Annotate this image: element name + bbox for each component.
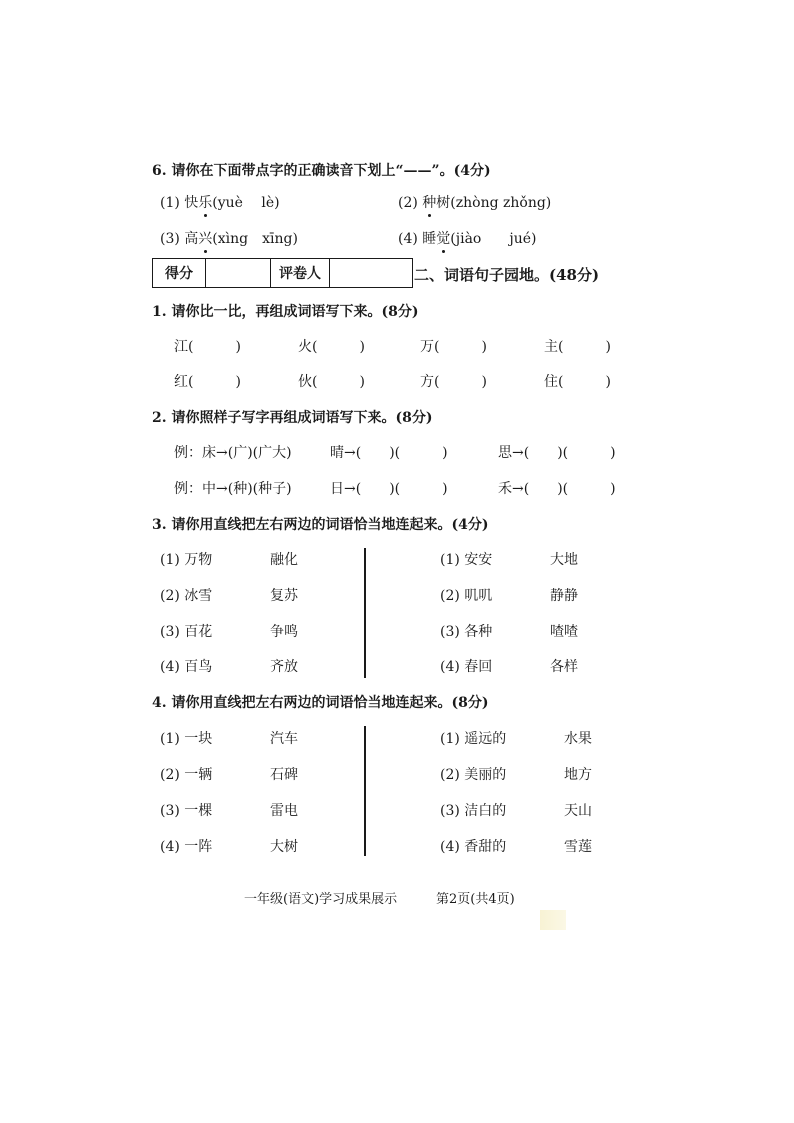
dotted-char: 种	[422, 192, 436, 212]
score-box	[152, 258, 413, 288]
q1-row1-item3[interactable]: 万( )	[420, 339, 487, 355]
q3-right-3[interactable]: (3) 各种	[440, 624, 493, 640]
scan-artifact	[540, 910, 566, 930]
q3-left-1[interactable]: (1) 万物	[160, 552, 213, 568]
footer-title: 一年级(语文)学习成果展示	[244, 892, 398, 907]
q4-right-4-match[interactable]: 雪莲	[564, 839, 592, 855]
q4-right-1-match[interactable]: 水果	[564, 731, 592, 747]
q4-left-3-match[interactable]: 雷电	[270, 803, 298, 819]
q3-left-3[interactable]: (3) 百花	[160, 624, 213, 640]
q4-left-4-match[interactable]: 大树	[270, 839, 298, 855]
q2-row1-blank-b[interactable]: 思→( )( )	[498, 445, 616, 461]
q2-row2-blank-b[interactable]: 禾→( )( )	[498, 481, 616, 497]
q4-left-2[interactable]: (2) 一辆	[160, 767, 213, 783]
q6-item-1: (1) 快乐(yuè lè)	[160, 192, 280, 212]
q3-title: 3. 请你用直线把左右两边的词语恰当地连起来。(4分)	[152, 517, 489, 533]
q4-right-2[interactable]: (2) 美丽的	[440, 767, 507, 783]
q3-left-1-match[interactable]: 融化	[270, 552, 298, 568]
dotted-char: 觉	[436, 228, 450, 248]
q6-item-2: (2) 种树(zhòng zhǒng)	[398, 192, 551, 212]
q3-left-4[interactable]: (4) 百鸟	[160, 659, 213, 675]
q1-row1-item4[interactable]: 主( )	[544, 339, 611, 355]
page-number: 第2页(共4页)	[436, 892, 515, 907]
q3-left-2-match[interactable]: 复苏	[270, 588, 298, 604]
dotted-char: 兴	[198, 228, 212, 248]
section-2-title: 二、词语句子园地。(48分)	[414, 266, 600, 284]
q4-right-2-match[interactable]: 地方	[564, 767, 592, 783]
q2-row1-example: 例：床→(广)(广大)	[174, 445, 292, 461]
q4-right-3[interactable]: (3) 洁白的	[440, 803, 507, 819]
q3-right-3-match[interactable]: 喳喳	[550, 624, 578, 640]
q4-left-3[interactable]: (3) 一棵	[160, 803, 213, 819]
q1-row2-item3[interactable]: 方( )	[420, 374, 487, 390]
q2-row1-blank-a[interactable]: 晴→( )( )	[330, 445, 448, 461]
q3-right-2[interactable]: (2) 叽叽	[440, 588, 493, 604]
q4-left-1[interactable]: (1) 一块	[160, 731, 213, 747]
q2-title: 2. 请你照样子写字再组成词语写下来。(8分)	[152, 410, 433, 426]
score-cell[interactable]	[206, 259, 271, 288]
q3-right-2-match[interactable]: 静静	[550, 588, 578, 604]
q4-right-4[interactable]: (4) 香甜的	[440, 839, 507, 855]
reviewer-label: 评卷人	[271, 259, 330, 288]
q6-item-3: (3) 高兴(xìng xīng)	[160, 228, 298, 248]
q4-title: 4. 请你用直线把左右两边的词语恰当地连起来。(8分)	[152, 695, 489, 711]
q1-title: 1. 请你比一比，再组成词语写下来。(8分)	[152, 304, 419, 320]
q4-left-1-match[interactable]: 汽车	[270, 731, 298, 747]
score-label: 得分	[153, 259, 206, 288]
q2-row2-blank-a[interactable]: 日→( )( )	[330, 481, 448, 497]
q4-left-2-match[interactable]: 石碑	[270, 767, 298, 783]
q6-item-4: (4) 睡觉(jiào jué)	[398, 228, 536, 248]
q3-divider	[364, 548, 366, 678]
q3-right-1[interactable]: (1) 安安	[440, 552, 493, 568]
dotted-char: 乐	[198, 192, 212, 212]
q3-right-1-match[interactable]: 大地	[550, 552, 578, 568]
q4-right-1[interactable]: (1) 遥远的	[440, 731, 507, 747]
q1-row2-item2[interactable]: 伙( )	[298, 374, 365, 390]
q1-row1-item1[interactable]: 江( )	[174, 339, 241, 355]
q3-right-4-match[interactable]: 各样	[550, 659, 578, 675]
q3-right-4[interactable]: (4) 春回	[440, 659, 493, 675]
q4-divider	[364, 726, 366, 856]
q6-title: 6. 请你在下面带点字的正确读音下划上“——”。(4分)	[152, 163, 491, 179]
q3-left-4-match[interactable]: 齐放	[270, 659, 298, 675]
q4-left-4[interactable]: (4) 一阵	[160, 839, 213, 855]
q1-row2-item4[interactable]: 住( )	[544, 374, 611, 390]
q3-left-3-match[interactable]: 争鸣	[270, 624, 298, 640]
q2-row2-example: 例：中→(种)(种子)	[174, 481, 292, 497]
q1-row2-item1[interactable]: 红( )	[174, 374, 241, 390]
q4-right-3-match[interactable]: 天山	[564, 803, 592, 819]
q1-row1-item2[interactable]: 火( )	[298, 339, 365, 355]
reviewer-cell[interactable]	[330, 259, 413, 288]
q3-left-2[interactable]: (2) 冰雪	[160, 588, 213, 604]
